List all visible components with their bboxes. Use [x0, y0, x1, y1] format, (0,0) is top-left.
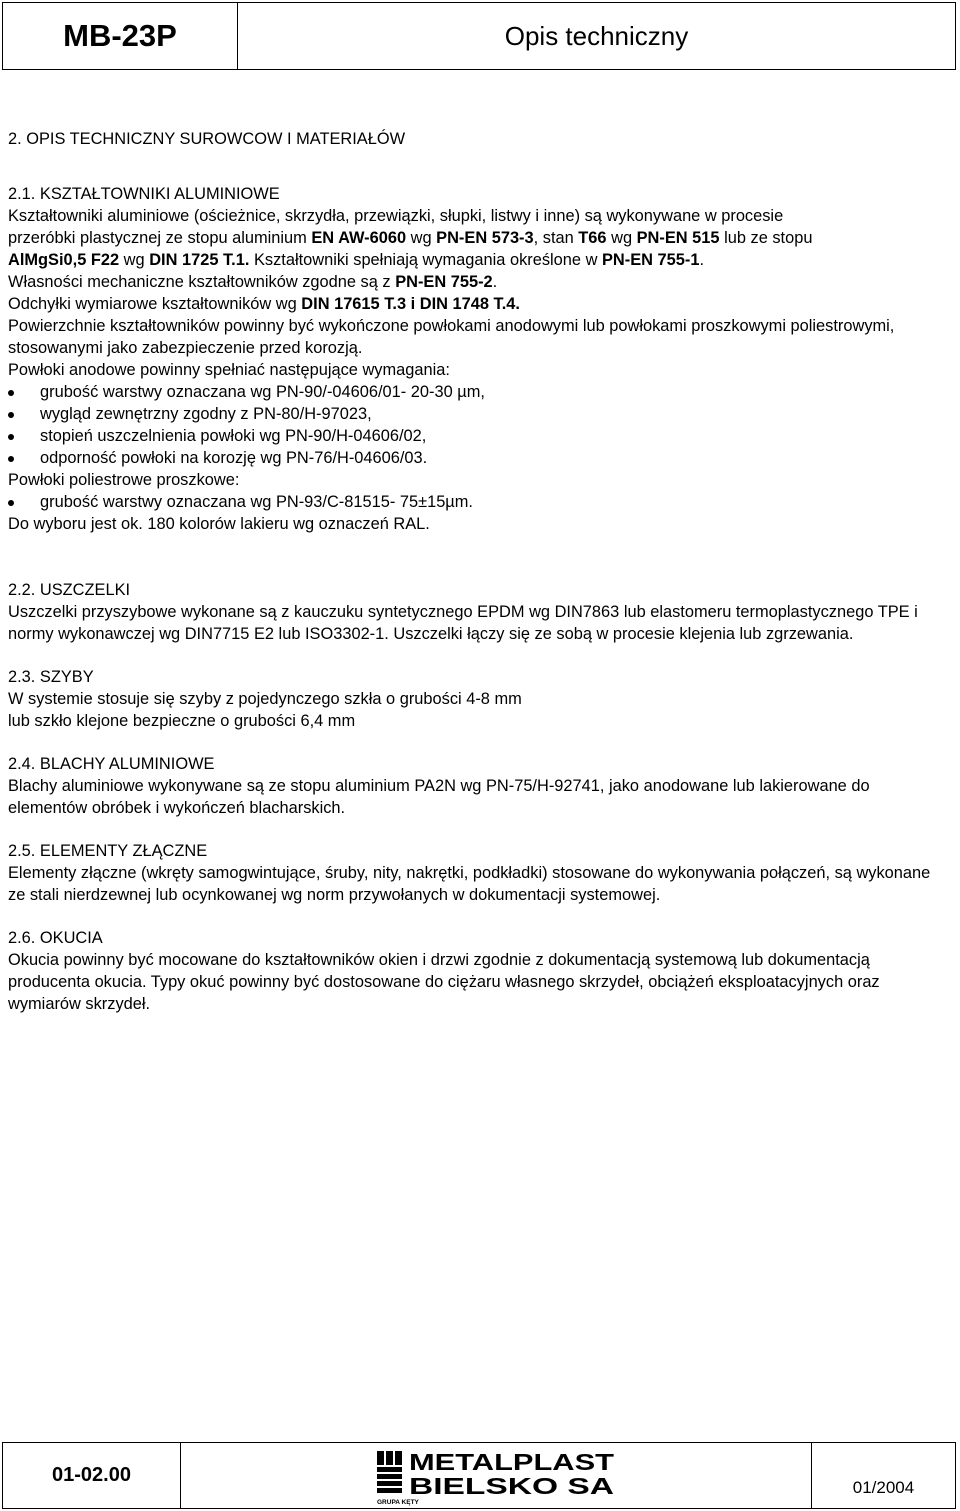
document-number: 01-02.00 [3, 1443, 181, 1508]
list-item: grubość warstwy oznaczana wg PN-90/-04606/01- 20-30 µm, [8, 381, 952, 403]
document-title: Opis techniczny [504, 20, 689, 51]
anodic-list [8, 381, 952, 469]
powder-intro: Powłoki poliestrowe proszkowe: [8, 471, 240, 489]
list-item: odporność powłoki na korozję wg PN-76/H-04606/03. [8, 447, 952, 469]
page-header [2, 2, 956, 70]
paragraph-profiles: Kształtowniki aluminiowe (ościeżnice, skrzydła, przewiązki, słupki, listwy i inne) są wykonywane w procesie przeróbki plastycznej ze stopu aluminium EN AW-6060 wg PN-EN 573-3, stan T66 wg PN-EN 515 lub ze stopu AlMgSi0,5 F22 wg DIN 1725 T.1. Kształtowniki spełniają wymagania określone w PN-EN 755-1. [8, 207, 813, 269]
paragraph-sheets: Blachy aluminiowe wykonywane są ze stopu aluminium PA2N wg PN-75/H-92741, jako anodowane lub lakierowane do elementów obróbek i wykończeń blacharskich. [8, 777, 870, 817]
bullet-icon [8, 434, 14, 440]
bullet-icon [8, 456, 14, 462]
svg-text:BIELSKO SA: BIELSKO SA [409, 1472, 614, 1499]
metalplast-logo-icon [371, 1445, 621, 1507]
subsection-heading-2-2: 2.2. USZCZELKI [8, 581, 131, 599]
subsection-heading-2-1: 2.1. KSZTAŁTOWNIKI ALUMINIOWE [8, 185, 280, 203]
paragraph-surfaces: Powierzchnie kształtowników powinny być wykończone powłokami anodowymi lub powłokami proszkowymi poliestrowymi, stosowanymi jako zabezpieczenie przed korozją. [8, 317, 895, 357]
paragraph-hardware: Okucia powinny być mocowane do kształtowników okien i drzwi zgodnie z dokumentacją systemową lub dokumentacją producenta okucia. Typy okuć powinny być dostosowane do ciężaru własnego skrzydeł, obciążeń eksploatacyjnych oraz wymiarów skrzydeł. [8, 951, 880, 1013]
document-date: 01/2004 [811, 1443, 955, 1508]
paragraph-tolerances: Odchyłki wymiarowe kształtowników wg DIN 17615 T.3 i DIN 1748 T.4. [8, 295, 520, 313]
subsection-heading-2-3: 2.3. SZYBY [8, 668, 94, 686]
bullet-icon [8, 500, 14, 506]
company-logo [181, 1443, 811, 1508]
paragraph-colors: Do wyboru jest ok. 180 kolorów lakieru wg oznaczeń RAL. [8, 515, 430, 533]
list-item: stopień uszczelnienia powłoki wg PN-90/H-04606/02, [8, 425, 952, 447]
powder-list [8, 491, 952, 513]
svg-text:GRUPA KĘTY: GRUPA KĘTY [377, 1498, 419, 1506]
subsection-heading-2-4: 2.4. BLACHY ALUMINIOWE [8, 755, 215, 773]
paragraph-gaskets: Uszczelki przyszybowe wykonane są z kauczuku syntetycznego EPDM wg DIN7863 lub elastomeru termoplastycznego TPE i normy wykonawczej wg DIN7715 E2 lub ISO3302-1. Uszczelki łączy się ze sobą w procesie klejenia lub zgrzewania. [8, 603, 918, 643]
document-body [8, 128, 952, 1015]
subsection-heading-2-5: 2.5. ELEMENTY ZŁĄCZNE [8, 842, 208, 860]
bullet-icon [8, 412, 14, 418]
anodic-intro: Powłoki anodowe powinny spełniać następujące wymagania: [8, 361, 450, 379]
paragraph-mechanical: Własności mechaniczne kształtowników zgodne są z PN-EN 755-2. [8, 273, 498, 291]
paragraph-glass-line1: W systemie stosuje się szyby z pojedynczego szkła o grubości 4-8 mm [8, 690, 522, 708]
section-heading: 2. OPIS TECHNICZNY SUROWCOW I MATERIAŁÓW [8, 130, 406, 148]
paragraph-fasteners: Elementy złączne (wkręty samogwintujące, śruby, nity, nakrętki, podkładki) stosowane do wykonywania połączeń, są wykonane ze stali nierdzewnej lub ocynkowanej wg norm przywołanych w dokumentacji systemowej. [8, 864, 931, 904]
svg-text:METALPLAST: METALPLAST [409, 1448, 614, 1475]
page-footer [2, 1442, 956, 1509]
document-code: MB-23P [3, 3, 238, 69]
list-item: wygląd zewnętrzny zgodny z PN-80/H-97023, [8, 403, 952, 425]
bullet-icon [8, 390, 14, 396]
paragraph-glass-line2: lub szkło klejone bezpieczne o grubości 6,4 mm [8, 712, 356, 730]
list-item: grubość warstwy oznaczana wg PN-93/C-81515- 75±15µm. [8, 491, 952, 513]
subsection-heading-2-6: 2.6. OKUCIA [8, 929, 103, 947]
